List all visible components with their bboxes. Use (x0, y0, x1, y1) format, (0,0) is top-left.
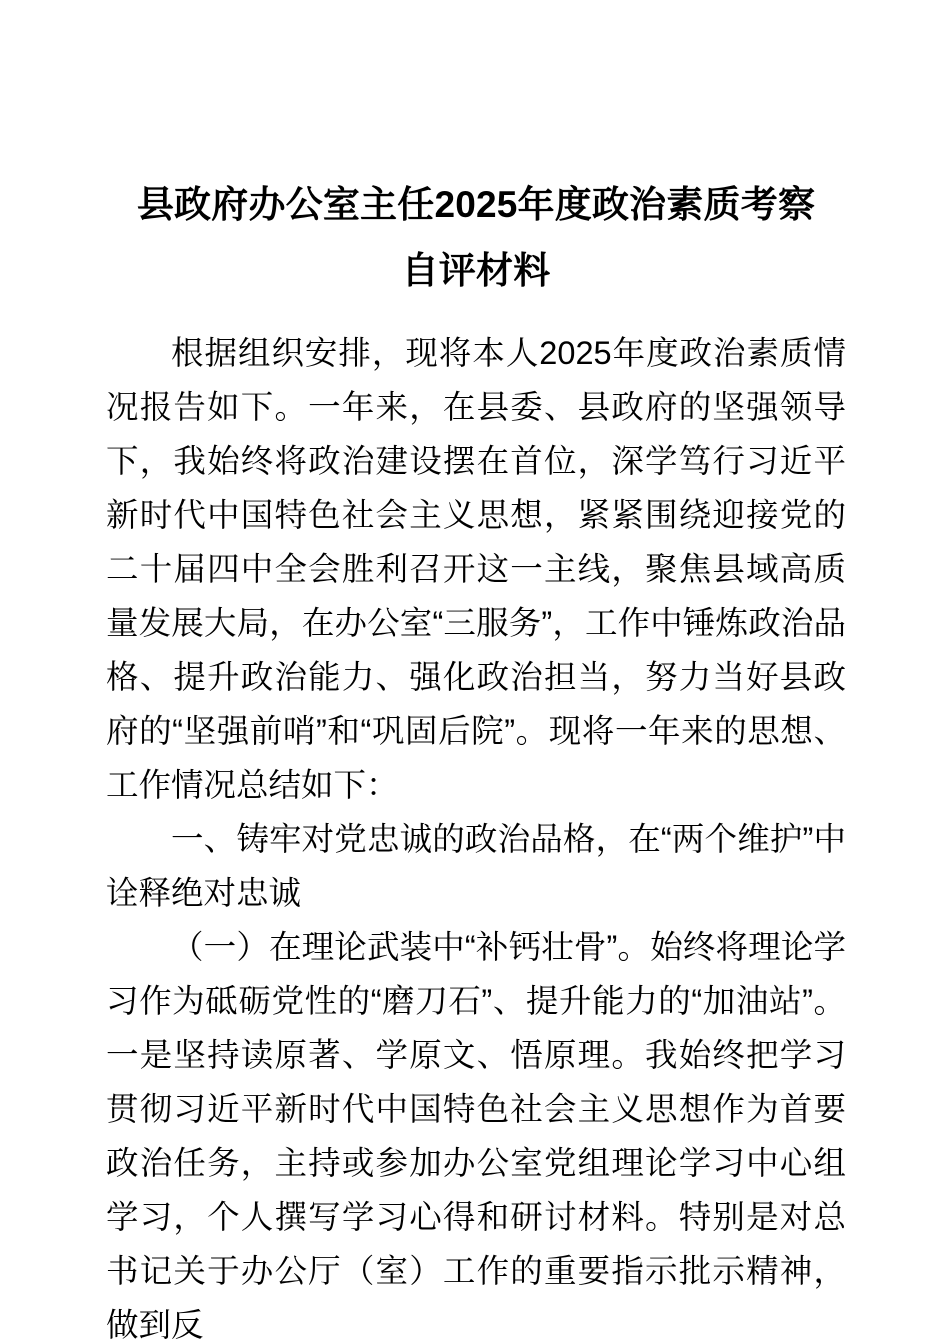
section-heading-1: 一、铸牢对党忠诚的政治品格，在“两个维护”中诠释绝对忠诚 (106, 821, 846, 911)
page-title (106, 0, 846, 304)
subsection-heading-1-1: （一）在理论武装中“补钙壮骨”。始终将理论学习作为砥砺党性的“磨刀石”、提升能力的“加油站”。一是坚持读原著、学原文、悟原理。我始终把学习贯彻习近平新时代中国特色社会主义思想作为首要政治任务，主持或参加办公室党组理论学习中心组学习，个人撰写学习心得和研讨材料。特别是对总书记关于办公厅（室）工作的重要指示批示精神，做到反 (106, 929, 846, 1343)
document-content (106, 0, 846, 1344)
page-title-line-1: 县政府办公室主任2025年度政治素质考察 (136, 184, 816, 225)
page-title-line-2: 自评材料 (401, 250, 551, 291)
document-body (106, 326, 846, 1344)
paragraph-intro: 根据组织安排，现将本人2025年度政治素质情况报告如下。一年来，在县委、县政府的坚强领导下，我始终将政治建设摆在首位，深学笃行习近平新时代中国特色社会主义思想，紧紧围绕迎接党的二十届四中全会胜利召开这一主线，聚焦县域高质量发展大局，在办公室“三服务”，工作中锤炼政治品格、提升政治能力、强化政治担当，努力当好县政府的“坚强前哨”和“巩固后院”。现将一年来的思想、工作情况总结如下： (106, 335, 846, 803)
